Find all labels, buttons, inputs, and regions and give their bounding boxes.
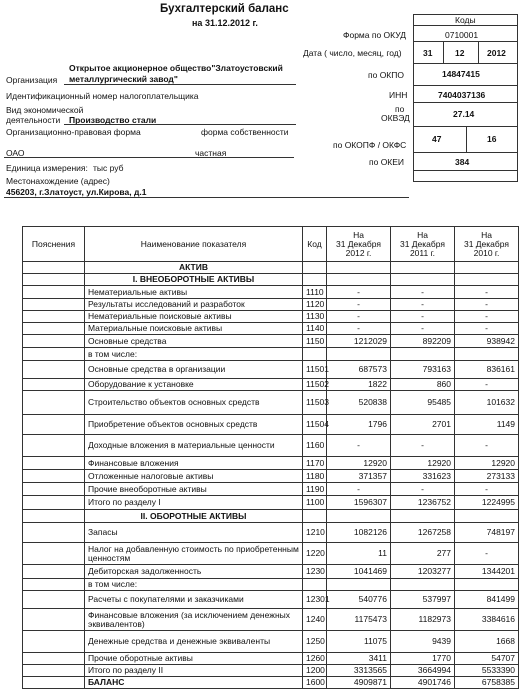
value-2011: - [391,323,455,335]
value-2012: 520838 [327,391,391,415]
table-row [23,415,519,435]
value-2010: 6758385 [455,677,519,689]
table-row [23,523,519,543]
table-row [23,609,519,631]
row-name: Основные средства [85,335,303,348]
table-row [23,591,519,609]
activity-label-2: деятельности [6,115,61,125]
inn-value: 7404037136 [438,90,486,100]
document-subtitle: на 31.12.2012 г. [192,18,258,28]
value-2010: 1344201 [455,565,519,579]
row-name: Финансовые вложения (за исключением денежных эквивалентов) [85,609,303,631]
row-code: 1230 [303,565,327,579]
row-name: Финансовые вложения [85,457,303,470]
table-row [23,483,519,496]
notes-cell [23,631,85,653]
ownership-value: частная [195,148,227,158]
notes-cell [23,591,85,609]
table-row [23,457,519,470]
okud-label: Форма по ОКУД [343,30,406,40]
value-2010: - [455,379,519,391]
row-name: Расчеты с покупателями и заказчиками [85,591,303,609]
value-2012: - [327,323,391,335]
row-name: Отложенные налоговые активы [85,470,303,483]
unit-value: тыс руб [93,163,124,173]
org-label: Организация [6,75,58,85]
inn-left-label: Идентификационный номер налогоплательщика [6,91,199,101]
notes-cell [23,677,85,689]
notes-cell [23,470,85,483]
value-2010: 1224995 [455,496,519,510]
row-code: 11502 [303,379,327,391]
okved-value: 27.14 [453,109,475,119]
notes-cell [23,665,85,677]
row-code: 11503 [303,391,327,415]
value-2011: - [391,435,455,457]
value-2012: 1796 [327,415,391,435]
notes-cell [23,311,85,323]
row-name: в том числе: [85,348,303,361]
row-name: Результаты исследований и разработок [85,299,303,311]
row-name: Приобретение объектов основных средств [85,415,303,435]
value-2012: 3313565 [327,665,391,677]
row-code: 1260 [303,653,327,665]
value-2012: - [327,483,391,496]
table-row [23,631,519,653]
table-row [23,335,519,348]
value-2012: 1596307 [327,496,391,510]
notes-cell [23,609,85,631]
activity-label-1: Вид экономической [6,105,84,115]
row-code: 1110 [303,286,327,299]
row-code: 1180 [303,470,327,483]
org-name-line1: Открытое акционерное общество"Златоустовский [69,63,283,73]
notes-cell [23,361,85,379]
value-2012: - [327,311,391,323]
section-1-heading [23,274,519,286]
aktiv-heading [23,262,519,274]
value-2011: 1236752 [391,496,455,510]
okei-value: 384 [455,157,470,167]
section-1-heading-label: I. ВНЕОБОРОТНЫЕ АКТИВЫ [85,274,303,286]
value-2011: 860 [391,379,455,391]
notes-cell [23,523,85,543]
value-2010: - [455,299,519,311]
notes-cell [23,435,85,457]
value-2010: 841499 [455,591,519,609]
row-code: 1250 [303,631,327,653]
row-code: 1210 [303,523,327,543]
notes-cell [23,286,85,299]
value-2010: - [455,435,519,457]
okved-label-1: по [395,104,405,114]
org-name-line2: металлургический завод" [69,74,178,84]
table-row [23,543,519,565]
okopf-value: 47 [432,134,442,144]
table-header-row [23,227,519,262]
date-year: 2012 [487,48,506,58]
value-2012: - [327,286,391,299]
notes-cell [23,483,85,496]
row-code: 1190 [303,483,327,496]
value-2012: 4909871 [327,677,391,689]
row-name: БАЛАНС [85,677,303,689]
value-2011: 1770 [391,653,455,665]
codes-label: Коды [455,15,476,25]
document-title: Бухгалтерский баланс [160,3,289,15]
table-row [23,323,519,335]
value-2010: 3384616 [455,609,519,631]
value-2011: 537997 [391,591,455,609]
okpo-label: по ОКПО [368,70,404,80]
notes-cell [23,299,85,311]
row-name: Строительство объектов основных средств [85,391,303,415]
value-2012 [327,348,391,361]
row-code: 1160 [303,435,327,457]
row-name: Оборудование к установке [85,379,303,391]
activity-value: Производство стали [69,115,157,125]
value-2010: 1149 [455,415,519,435]
inn-label: ИНН [389,90,408,100]
notes-cell [23,543,85,565]
row-code [303,579,327,591]
balance-table [22,226,519,689]
row-code [303,348,327,361]
value-2010: - [455,323,519,335]
row-code: 1120 [303,299,327,311]
row-name: Нематериальные активы [85,286,303,299]
table-row [23,311,519,323]
date-day: 31 [423,48,433,58]
value-2011: 793163 [391,361,455,379]
row-name: Прочие внеоборотные активы [85,483,303,496]
value-2012: - [327,435,391,457]
row-name: Налог на добавленную стоимость по приобретенным ценностям [85,543,303,565]
col-code: Код [303,227,327,262]
value-2012: 1175473 [327,609,391,631]
value-2011: - [391,286,455,299]
table-row [23,348,519,361]
value-2012: 540776 [327,591,391,609]
table-row [23,470,519,483]
value-2011 [391,348,455,361]
row-code: 1100 [303,496,327,510]
section-2-heading-label: II. ОБОРОТНЫЕ АКТИВЫ [85,510,303,523]
ownership-label: форма собственности [201,127,289,137]
row-name: Основные средства в организации [85,361,303,379]
row-name: Дебиторская задолженность [85,565,303,579]
notes-cell [23,653,85,665]
table-row [23,653,519,665]
notes-cell [23,457,85,470]
value-2011: 4901746 [391,677,455,689]
value-2011: 331623 [391,470,455,483]
col-2010: На 31 Декабря 2010 г. [455,227,519,262]
value-2012: - [327,299,391,311]
value-2010: 5533390 [455,665,519,677]
value-2011 [391,579,455,591]
value-2012: 371357 [327,470,391,483]
table-row [23,379,519,391]
value-2010: 12920 [455,457,519,470]
row-code: 1220 [303,543,327,565]
col-2012: На 31 Декабря 2012 г. [327,227,391,262]
okud-value: 0710001 [445,30,479,40]
legal-form-label: Организационно-правовая форма [6,127,141,137]
row-code: 12301 [303,591,327,609]
okei-label: по ОКЕИ [369,157,405,167]
okfs-value: 16 [487,134,497,144]
value-2012: 1212029 [327,335,391,348]
table-row [23,565,519,579]
value-2011: 892209 [391,335,455,348]
value-2012 [327,579,391,591]
row-code: 1130 [303,311,327,323]
table-row [23,286,519,299]
row-code: 1150 [303,335,327,348]
notes-cell [23,335,85,348]
value-2011: 2701 [391,415,455,435]
table-row [23,579,519,591]
value-2012: 687573 [327,361,391,379]
row-name: Запасы [85,523,303,543]
table-row [23,435,519,457]
table-row [23,496,519,510]
value-2011: 1203277 [391,565,455,579]
value-2010: - [455,286,519,299]
value-2010: - [455,543,519,565]
table-row [23,361,519,379]
value-2011: 12920 [391,457,455,470]
value-2011: 277 [391,543,455,565]
value-2010: 836161 [455,361,519,379]
value-2012: 11 [327,543,391,565]
okved-label-2: ОКВЭД [381,113,410,123]
col-2011: На 31 Декабря 2011 г. [391,227,455,262]
value-2012: 12920 [327,457,391,470]
value-2010: - [455,483,519,496]
notes-cell [23,379,85,391]
row-name: Материальные поисковые активы [85,323,303,335]
okopf-label: по ОКОПФ / ОКФС [333,140,407,150]
value-2010: 273133 [455,470,519,483]
value-2011: - [391,311,455,323]
row-name: Прочие оборотные активы [85,653,303,665]
row-code: 1170 [303,457,327,470]
notes-cell [23,415,85,435]
row-name: Итого по разделу I [85,496,303,510]
okpo-value: 14847415 [442,69,480,79]
value-2010: 101632 [455,391,519,415]
unit-label: Единица измерения: [6,163,88,173]
value-2010: 54707 [455,653,519,665]
value-2012: 11075 [327,631,391,653]
row-code: 1140 [303,323,327,335]
row-code: 1200 [303,665,327,677]
value-2011: - [391,483,455,496]
notes-cell [23,565,85,579]
address-label: Местонахождение (адрес) [6,176,110,186]
notes-cell [23,391,85,415]
date-label: Дата ( число, месяц, год) [303,48,402,58]
aktiv-heading-label: АКТИВ [85,262,303,274]
value-2012: 3411 [327,653,391,665]
value-2010: 938942 [455,335,519,348]
value-2012: 1822 [327,379,391,391]
value-2012: 1082126 [327,523,391,543]
row-name: в том числе: [85,579,303,591]
table-row [23,391,519,415]
value-2011: - [391,299,455,311]
notes-cell [23,496,85,510]
value-2010 [455,348,519,361]
address-value: 456203, г.Златоуст, ул.Кирова, д.1 [6,187,147,197]
row-name: Доходные вложения в материальные ценности [85,435,303,457]
table-row [23,677,519,689]
value-2010: 748197 [455,523,519,543]
col-notes: Пояснения [23,227,85,262]
value-2011: 9439 [391,631,455,653]
value-2010 [455,579,519,591]
table-row [23,299,519,311]
row-code: 1240 [303,609,327,631]
row-name: Нематериальные поисковые активы [85,311,303,323]
notes-cell [23,348,85,361]
section-2-heading [23,510,519,523]
value-2010: - [455,311,519,323]
row-code: 1600 [303,677,327,689]
notes-cell [23,323,85,335]
value-2011: 95485 [391,391,455,415]
col-name: Наименование показателя [85,227,303,262]
row-name: Денежные средства и денежные эквиваленты [85,631,303,653]
value-2011: 1182973 [391,609,455,631]
notes-cell [23,579,85,591]
value-2011: 1267258 [391,523,455,543]
row-code: 11501 [303,361,327,379]
date-month: 12 [455,48,465,58]
legal-form-value: ОАО [6,148,25,158]
row-code: 11504 [303,415,327,435]
table-row [23,665,519,677]
value-2012: 1041469 [327,565,391,579]
row-name: Итого по разделу II [85,665,303,677]
value-2010: 1668 [455,631,519,653]
value-2011: 3664994 [391,665,455,677]
